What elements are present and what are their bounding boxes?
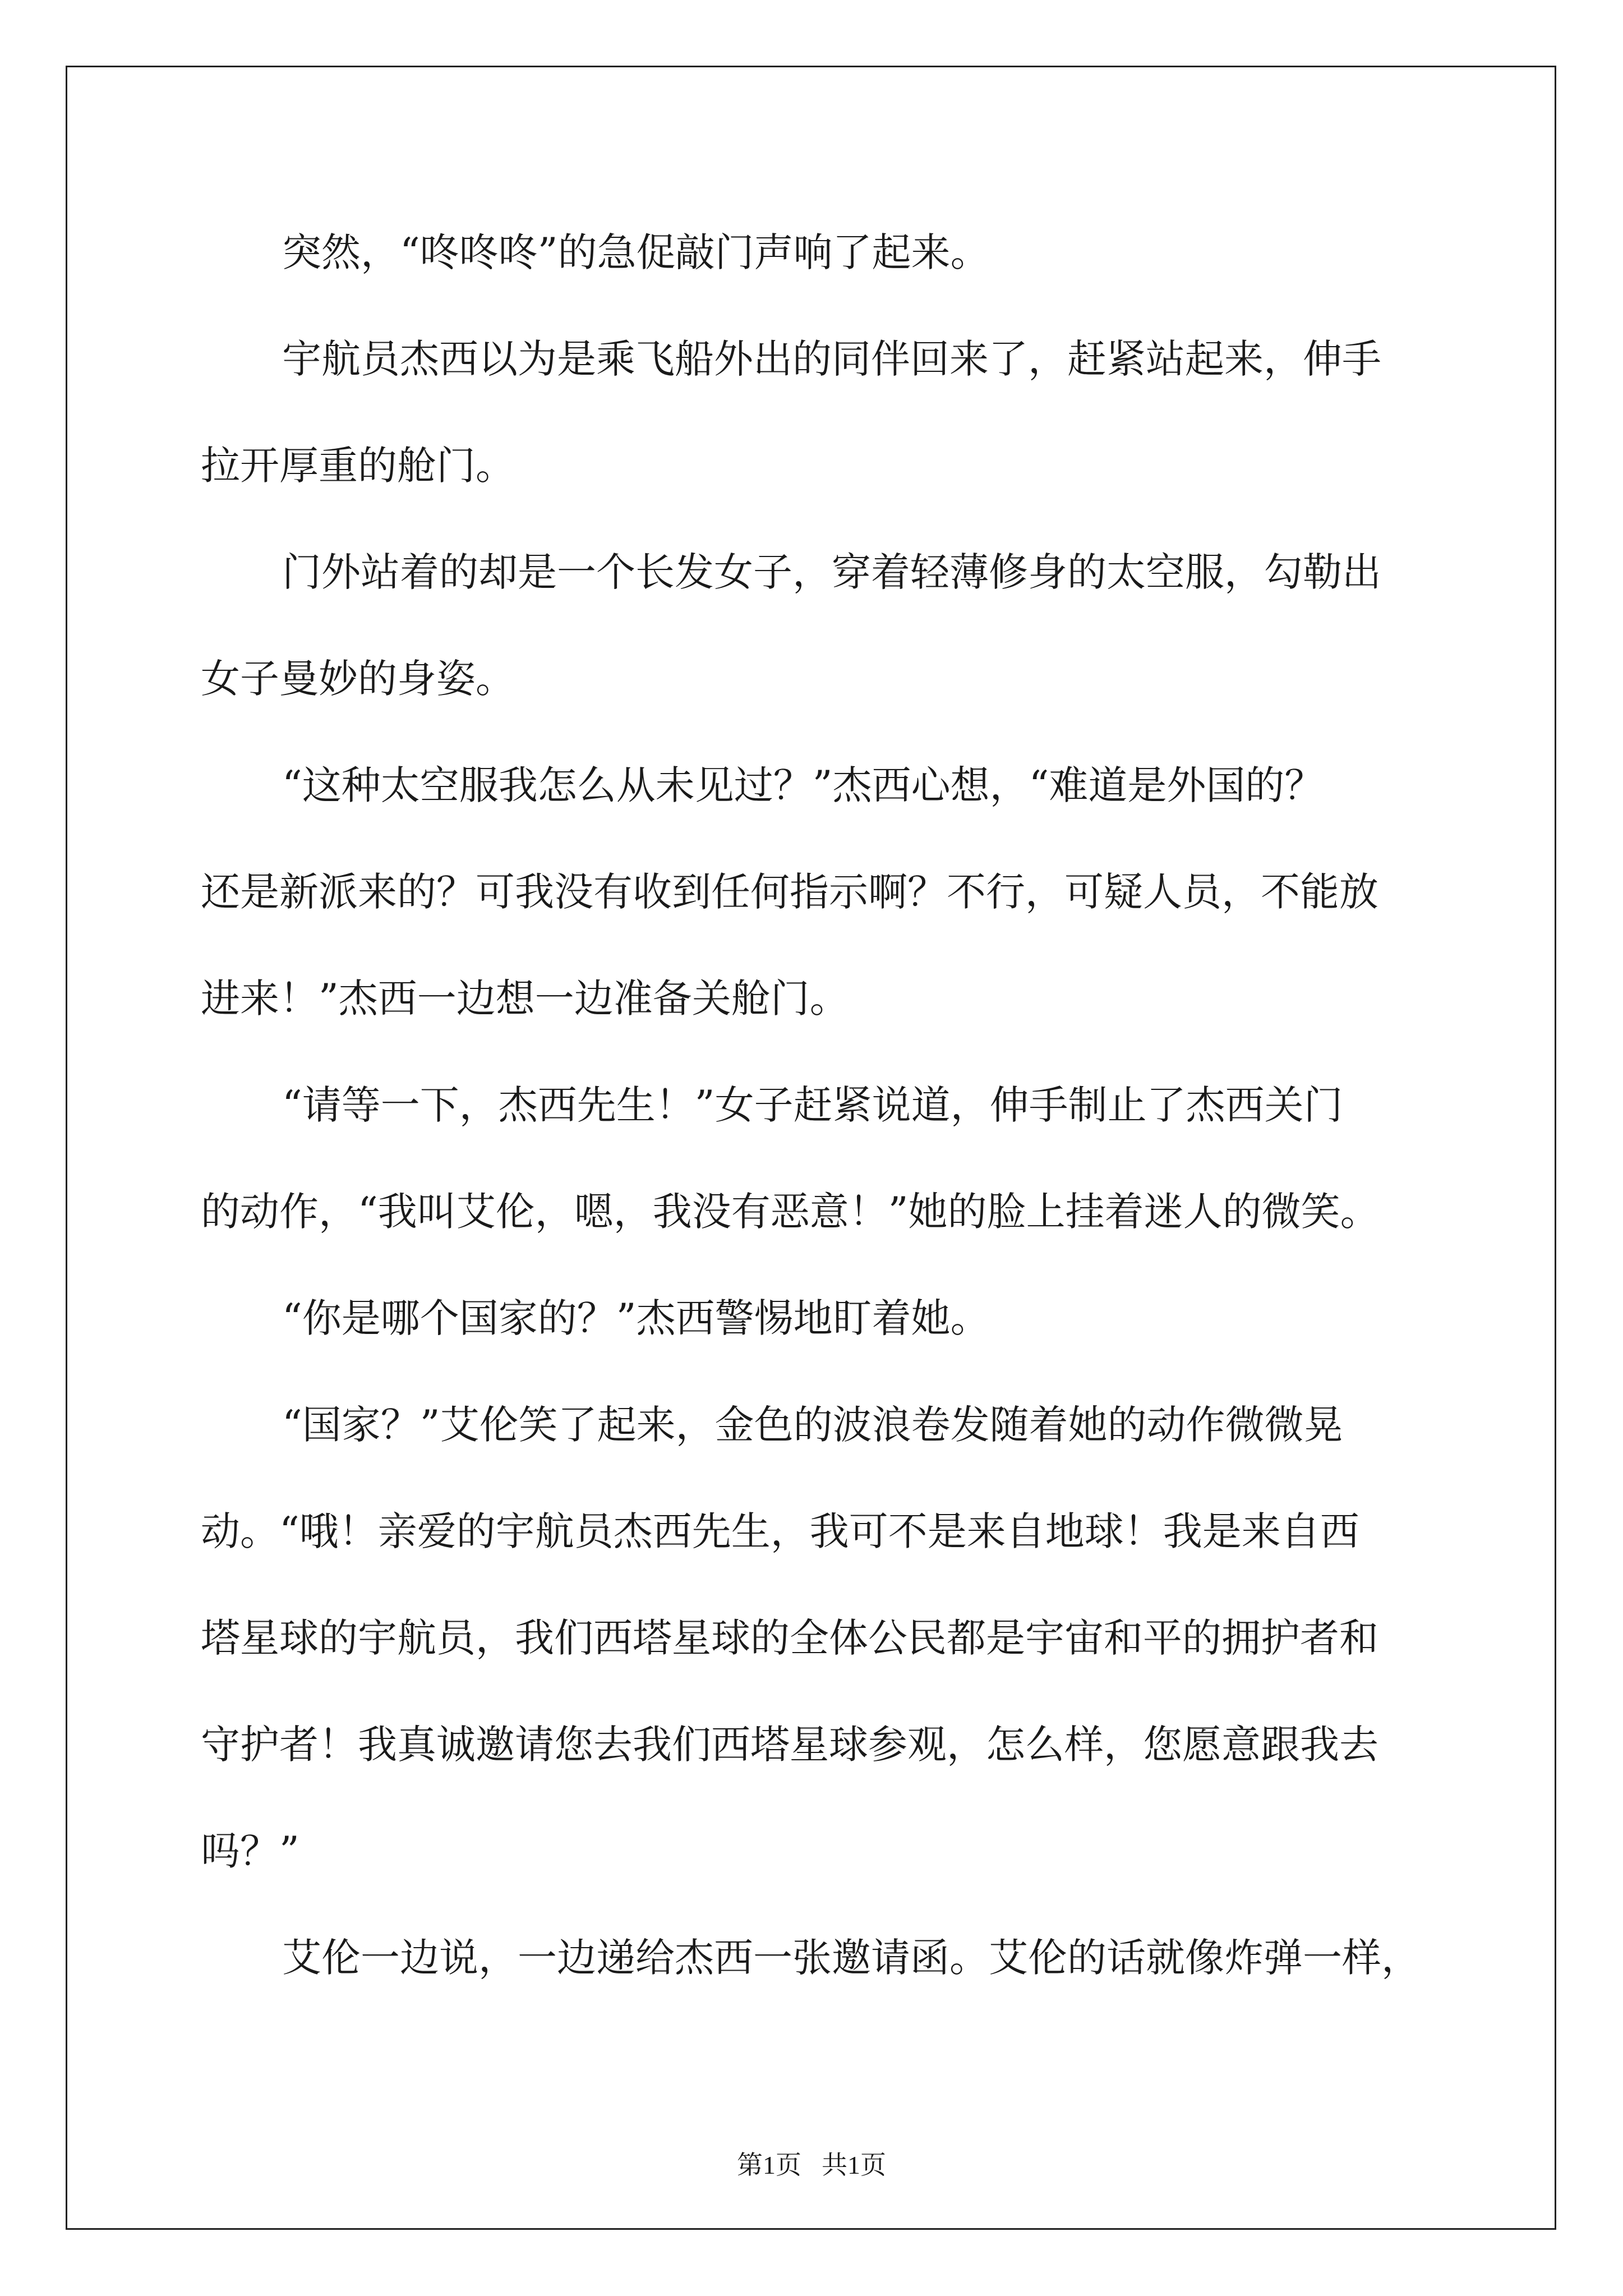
text-line: 进来！”杰西一边想一边准备关舱门。 [201, 976, 849, 1022]
text-line: 女子曼妙的身姿。 [201, 656, 515, 702]
text-line: 突然，“咚咚咚”的急促敲门声响了起来。 [282, 229, 990, 275]
text-line: 吗？” [201, 1828, 299, 1874]
text-line: 宇航员杰西以为是乘飞船外出的同伴回来了，赶紧站起来，伸手 [282, 336, 1381, 382]
text-line: 门外站着的却是一个长发女子，穿着轻薄修身的太空服，勾勒出 [282, 549, 1381, 595]
text-line: “请等一下，杰西先生！”女子赶紧说道，伸手制止了杰西关门 [282, 1082, 1343, 1128]
text-line: “这种太空服我怎么从未见过？”杰西心想，“难道是外国的？ [282, 762, 1324, 808]
text-line: 还是新派来的？可我没有收到任何指示啊？不行，可疑人员，不能放 [201, 869, 1378, 915]
text-line: “你是哪个国家的？”杰西警惕地盯着她。 [282, 1295, 990, 1341]
text-line: “国家？”艾伦笑了起来，金色的波浪卷发随着她的动作微微晃 [282, 1402, 1343, 1448]
text-line: 动。“哦！亲爱的宇航员杰西先生，我可不是来自地球！我是来自西 [201, 1508, 1359, 1554]
text-line: 的动作，“我叫艾伦，嗯，我没有恶意！”她的脸上挂着迷人的微笑。 [201, 1189, 1380, 1235]
page-total: 共1页 [822, 2151, 886, 2179]
text-line: 艾伦一边说，一边递给杰西一张邀请函。艾伦的话就像炸弹一样， [282, 1935, 1421, 1981]
text-line: 塔星球的宇航员，我们西塔星球的全体公民都是宇宙和平的拥护者和 [201, 1615, 1378, 1661]
page-footer [0, 2148, 1623, 2182]
text-line: 守护者！我真诚邀请您去我们西塔星球参观，怎么样，您愿意跟我去 [201, 1722, 1378, 1768]
document-body [201, 199, 1435, 2011]
page-number: 第1页 [737, 2151, 801, 2179]
text-line: 拉开厚重的舱门。 [201, 443, 515, 489]
